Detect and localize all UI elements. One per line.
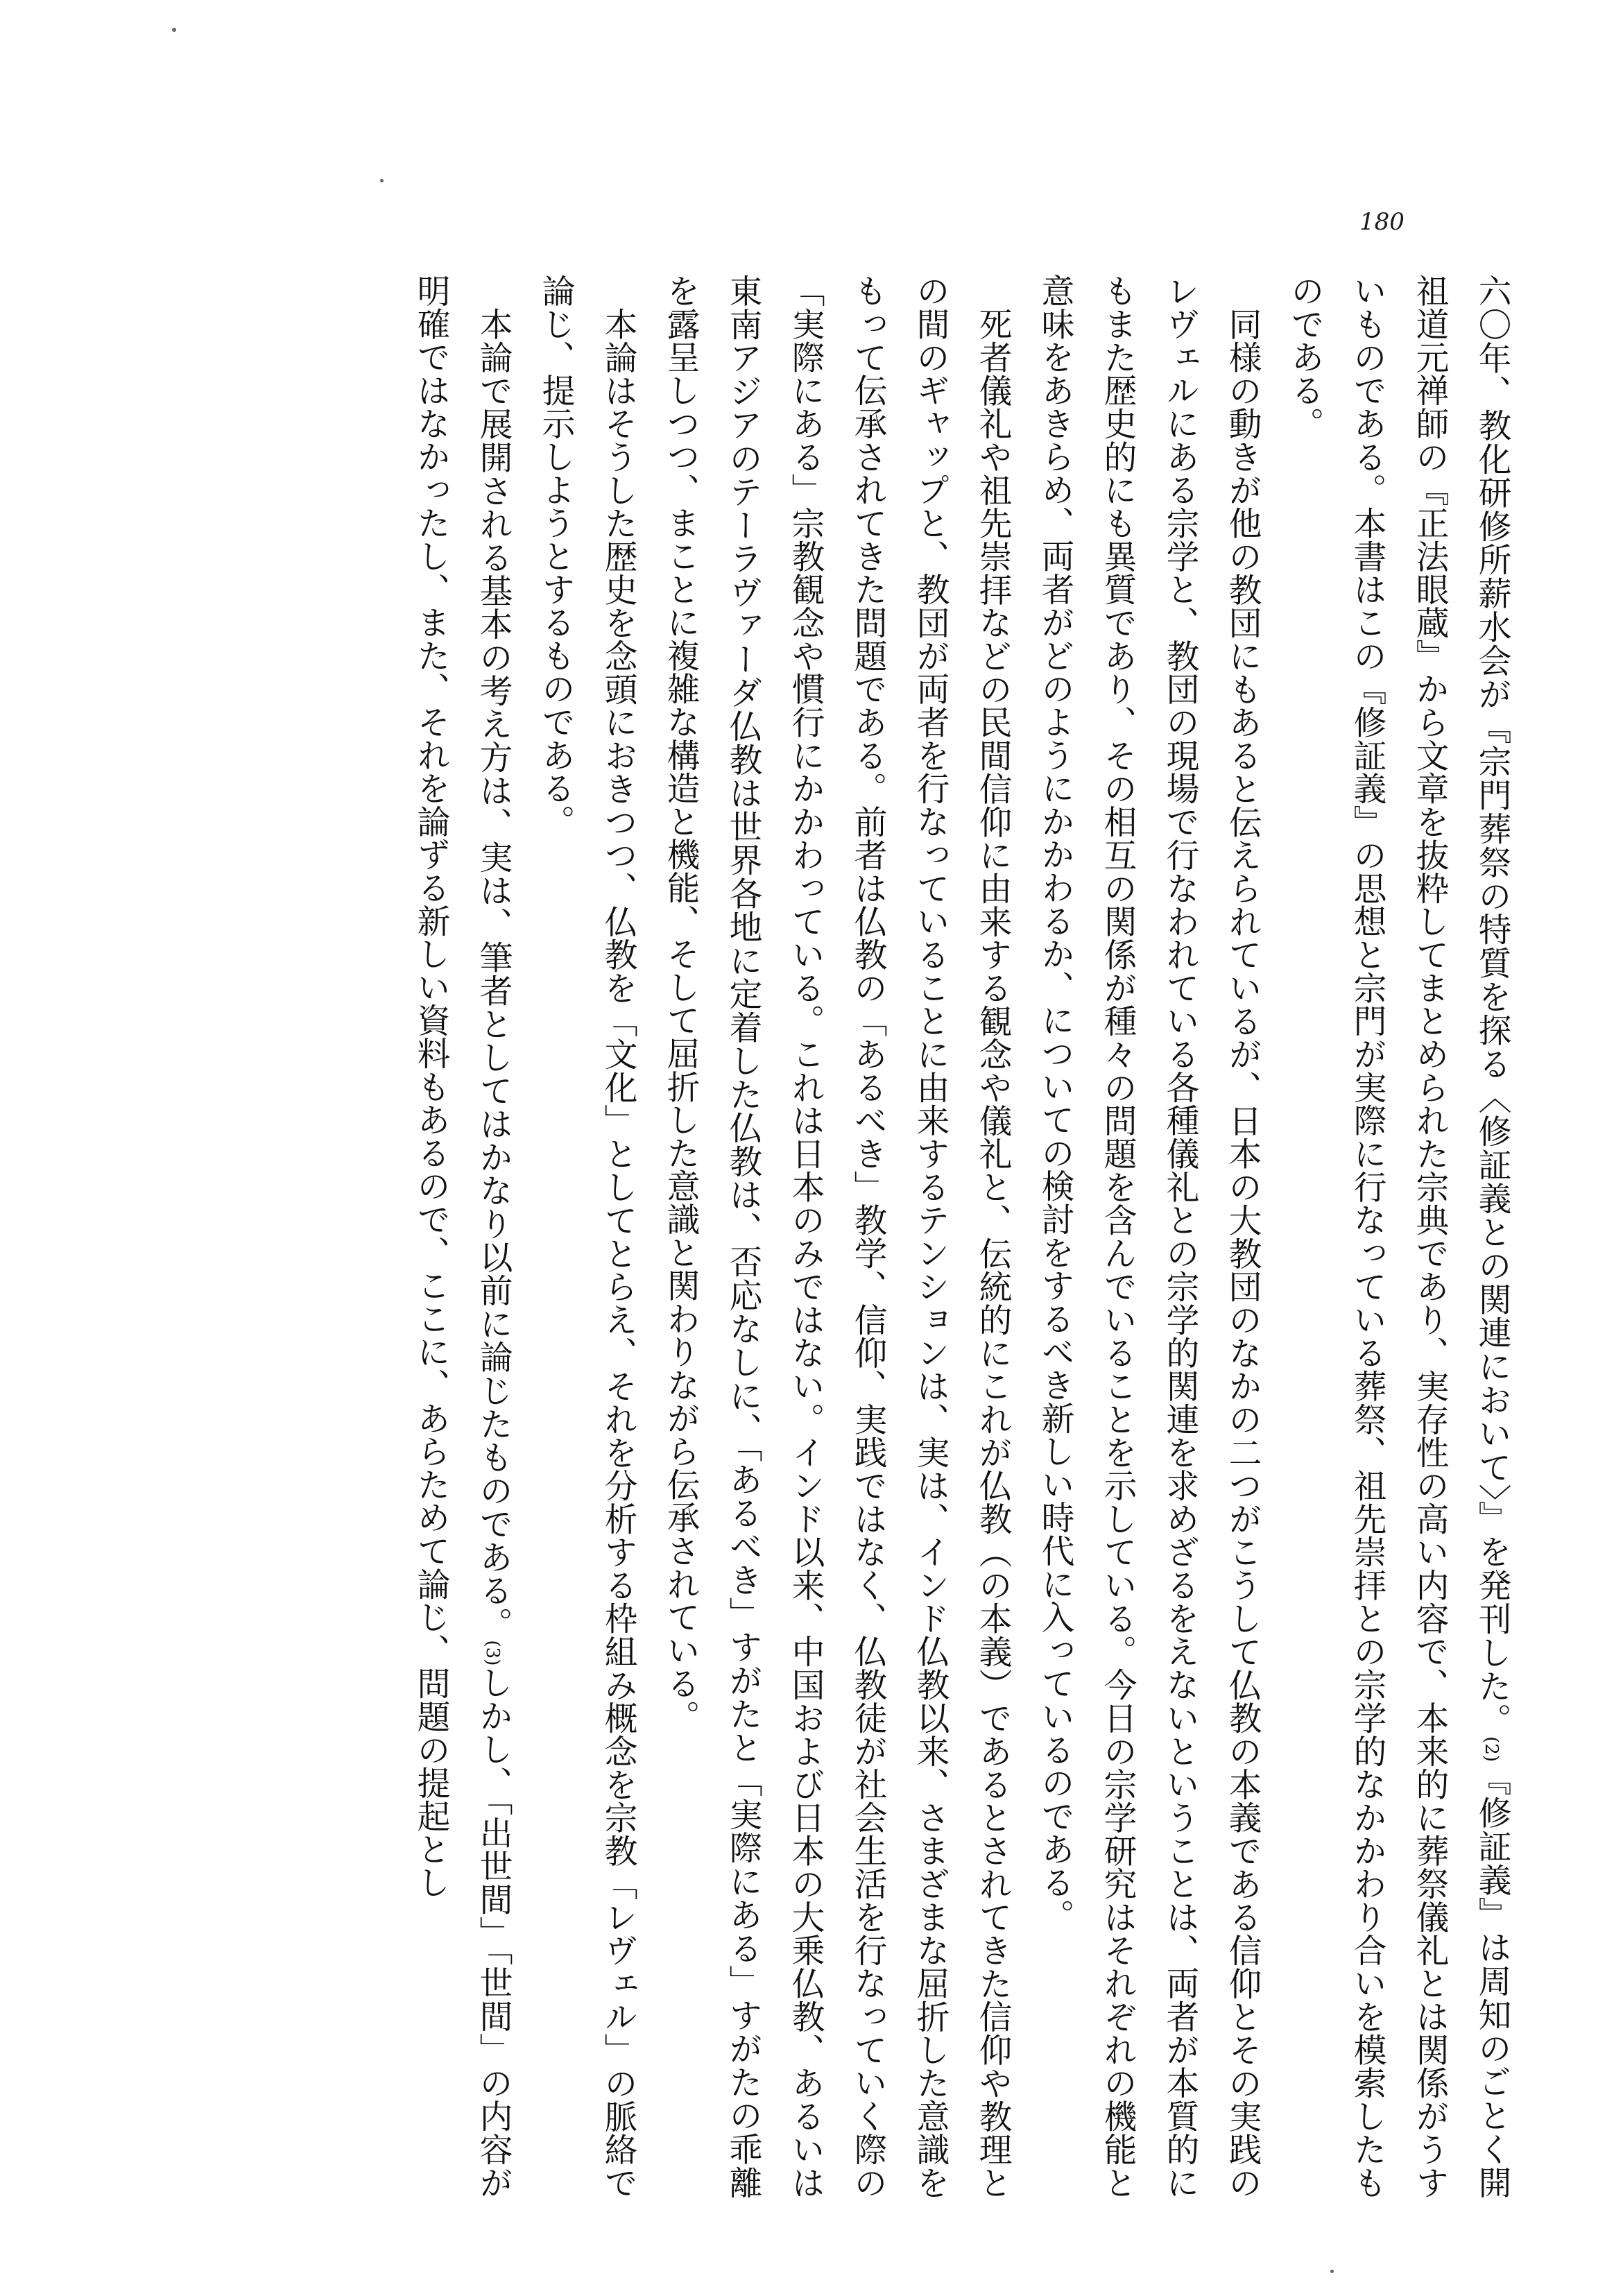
paragraph-text: 六〇年、教化研修所薪水会が『宗門葬祭の特質を探る〈修証義との関連において〉』を発刊した。 — [1472, 274, 1511, 1737]
paragraph-4 — [524, 274, 649, 2199]
page-number: 180 — [1359, 208, 1405, 236]
scan-speck — [1330, 2270, 1334, 2273]
paragraph-5 — [399, 274, 524, 2199]
paragraph-text: 本論で展開される基本の考え方は、実は、筆者としてはかなり以前に論じたものである。 — [474, 307, 512, 1640]
footnote-marker: (2) — [1481, 1736, 1502, 1763]
paragraph-text: しかし、「出世間」「世間」の内容が明確ではなかったし、また、それを論ずる新しい資料もあるので、ここに、あらためて論じ、問題の提起とし — [411, 274, 512, 2199]
paragraph-text: 死者儀礼や祖先崇拝などの民間信仰に由来する観念や儀礼と、伝統的にこれが仏教（の本義）であるとされてきた信仰や教理との間のギャップと、教団が両者を行なっていることに由来するテンションは、実は、インド仏教以来、さまざまな屈折した意識をもって伝承されてきた問題である。前者は仏教の「あるべき」教学、信仰、実践ではなく、仏教徒が社会生活を行なっていく際の「実際にある」宗教観念や慣行にかかわっている。これは日本のみではない。インド以来、中国および日本の大乗仏教、あるいは東南アジアのテーラヴァーダ仏教は世界各地に定着した仏教は、否応なしに、「あるべき」すがたと「実際にある」すがたの乖離を露呈しつつ、まことに複雑な構造と機能、そして屈折した意識と関わりながら伝承されている。 — [661, 274, 1011, 2199]
paragraph-2 — [1023, 274, 1273, 2199]
scan-speck — [172, 28, 176, 32]
body-text — [94, 274, 1522, 2199]
scan-speck — [380, 179, 384, 182]
paragraph-text: 同様の動きが他の教団にもあると伝えられているが、日本の大教団のなかの二つがこうして仏教の本義である信仰とその実践のレヴェルにある宗学と、教団の現場で行なわれている各種儀礼との宗学的関連を求めざるをえないということは、両者が本質的にもまた歴史的にも異質であり、その相互の関係が種々の問題を含んでいることを示している。今日の宗学研究はそれぞれの機能と意味をあきらめ、両者がどのようにかかわるか、についての検討をするべき新しい時代に入っているのである。 — [1036, 274, 1261, 2199]
paragraph-1 — [1273, 274, 1522, 2199]
paragraph-text: 本論はそうした歴史を念頭におきつつ、仏教を「文化」としてとらえ、それを分析する枠組み概念を宗教「レヴェル」の脈絡で論じ、提示しようとするものである。 — [536, 274, 637, 2199]
footnote-marker: (3) — [482, 1640, 503, 1666]
paragraph-text: 『修証義』は周知のごとく開祖道元禅師の『正法眼蔵』から文章を抜粋してまとめられた宗典であり、実存性の高い内容で、本来的に葬祭儀礼とは関係がうすいものである。本書はこの『修証義』の思想と宗門が実際に行なっている葬祭、祖先崇拝との宗学的なかかわり合いを模索したものである。 — [1285, 274, 1511, 2199]
paragraph-3 — [649, 274, 1023, 2199]
